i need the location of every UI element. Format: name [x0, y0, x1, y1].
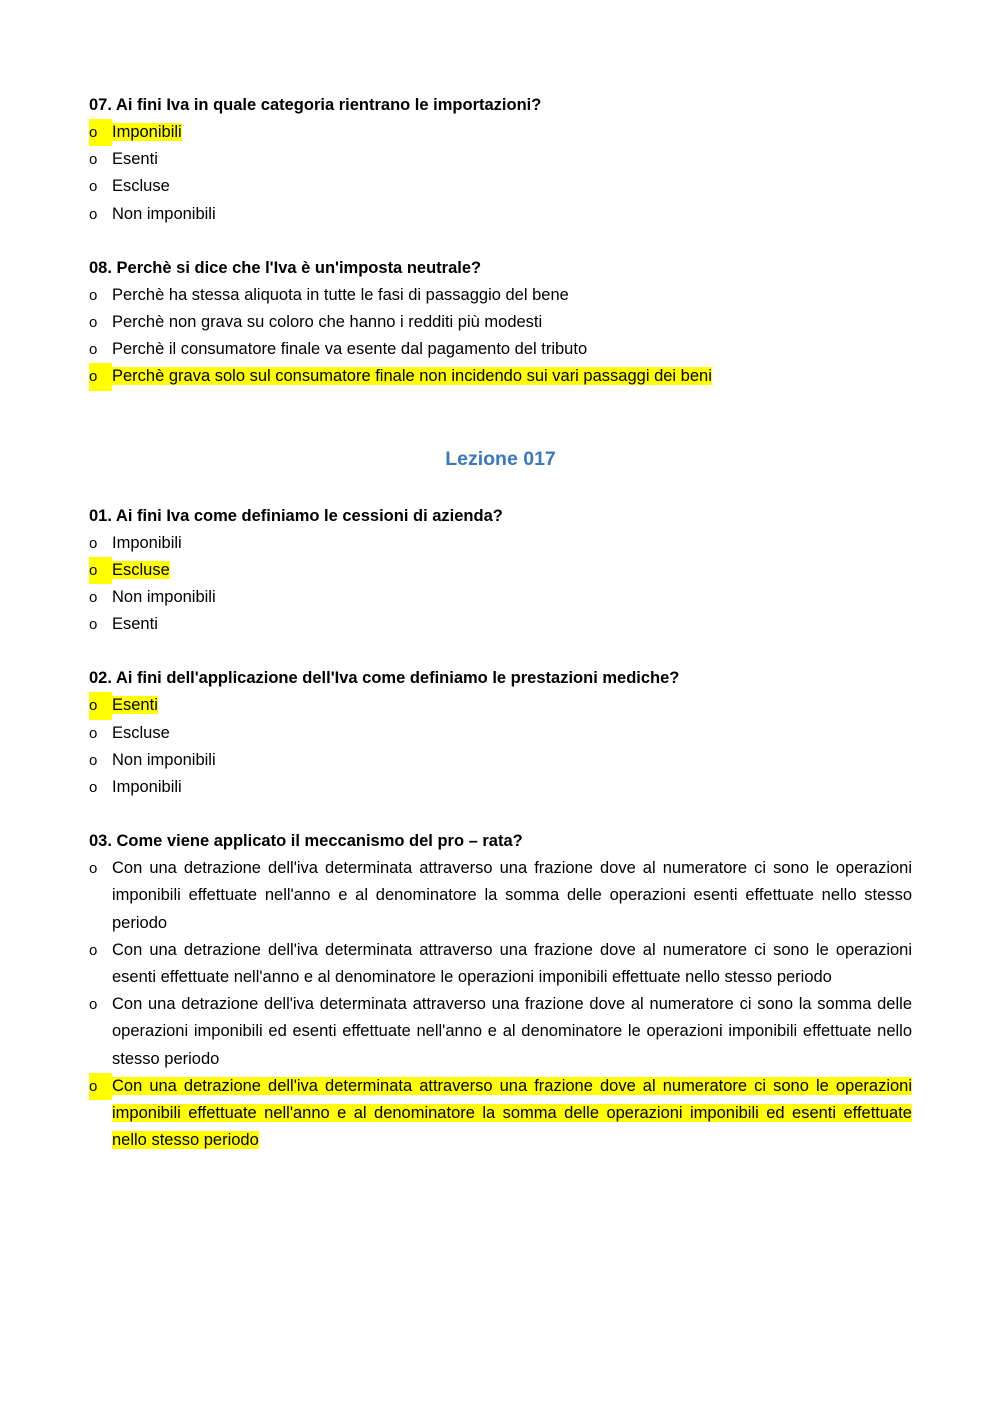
question-title: 01. Ai fini Iva come definiamo le cessioni di azienda? [89, 506, 503, 525]
option-item [89, 530, 912, 557]
option-text: Escluse [112, 560, 170, 579]
option-text: Non imponibili [112, 750, 216, 769]
circle-bullet-icon: o [89, 589, 98, 607]
option-item [89, 747, 912, 774]
option-list [89, 119, 912, 228]
option-item [89, 692, 912, 719]
circle-bullet-icon: o [89, 692, 112, 719]
option-text: Con una detrazione dell'iva determinata attraverso una frazione dove al numeratore ci sono le operazioni imponibili effettuate nell'anno e al denominatore la somma delle operazioni imponibili ed esenti effettuate nello stesso periodo [112, 1076, 912, 1150]
option-item [89, 119, 912, 146]
option-text: Perchè non grava su coloro che hanno i redditi più modesti [112, 313, 543, 332]
option-item [89, 1073, 912, 1155]
option-item [89, 991, 912, 1073]
option-item [89, 282, 912, 309]
lesson-question-02 [89, 665, 912, 801]
option-text: Imponibili [112, 123, 182, 141]
option-text: Imponibili [112, 533, 182, 552]
option-text: Non imponibili [112, 204, 216, 223]
option-text: Perchè il consumatore finale va esente dal pagamento del tributo [112, 340, 588, 359]
option-list [89, 282, 912, 391]
option-item [89, 363, 912, 390]
question-title: 02. Ai fini dell'applicazione dell'Iva come definiamo le prestazioni mediche? [89, 669, 680, 688]
option-text: Con una detrazione dell'iva determinata attraverso una frazione dove al numeratore ci sono le operazioni imponibili effettuate nell'anno e al denominatore la somma delle operazioni esenti effettuate nello stesso periodo [112, 859, 912, 932]
circle-bullet-icon: o [89, 534, 98, 552]
option-text: Imponibili [112, 778, 182, 797]
option-text: Esenti [112, 615, 158, 634]
lesson-question-01 [89, 503, 912, 639]
option-item [89, 336, 912, 363]
circle-bullet-icon: o [89, 363, 112, 390]
option-item [89, 557, 912, 584]
option-item [89, 937, 912, 991]
question-title: 08. Perchè si dice che l'Iva è un'imposta neutrale? [89, 258, 482, 277]
circle-bullet-icon: o [89, 1073, 112, 1100]
question-title: 07. Ai fini Iva in quale categoria rientrano le importazioni? [89, 96, 542, 114]
option-item [89, 720, 912, 747]
option-item [89, 173, 912, 200]
option-list [89, 855, 912, 1154]
circle-bullet-icon: o [89, 341, 98, 359]
question-08 [89, 255, 912, 391]
option-item [89, 611, 912, 638]
circle-bullet-icon: o [89, 119, 112, 146]
option-list [89, 692, 912, 801]
option-text: Escluse [112, 177, 170, 196]
option-item [89, 201, 912, 228]
circle-bullet-icon: o [89, 178, 98, 196]
circle-bullet-icon: o [89, 860, 98, 878]
option-item [89, 584, 912, 611]
circle-bullet-icon: o [89, 286, 98, 304]
option-item [89, 309, 912, 336]
circle-bullet-icon: o [89, 151, 98, 169]
option-text: Con una detrazione dell'iva determinata attraverso una frazione dove al numeratore ci sono la somma delle operazioni imponibili ed esenti effettuate nell'anno e al denominatore le operazioni imponibili effettuate nello stesso periodo [112, 995, 912, 1068]
circle-bullet-icon: o [89, 751, 98, 769]
option-text: Con una detrazione dell'iva determinata attraverso una frazione dove al numeratore ci sono le operazioni esenti effettuate nell'anno e al denominatore le operazioni imponibili effettuate nello stesso periodo [112, 940, 912, 987]
option-text: Perchè ha stessa aliquota in tutte le fasi di passaggio del bene [112, 285, 569, 304]
circle-bullet-icon: o [89, 941, 98, 959]
option-item [89, 146, 912, 173]
circle-bullet-icon: o [89, 314, 98, 332]
option-text: Esenti [112, 696, 158, 715]
circle-bullet-icon: o [89, 205, 98, 223]
circle-bullet-icon: o [89, 557, 112, 584]
circle-bullet-icon: o [89, 616, 98, 634]
option-text: Escluse [112, 723, 170, 742]
lesson-heading: Lezione 017 [445, 447, 556, 470]
circle-bullet-icon: o [89, 724, 98, 742]
option-text: Esenti [112, 150, 158, 169]
lesson-question-03 [89, 828, 912, 1154]
option-text: Perchè grava solo sul consumatore finale non incidendo sui vari passaggi dei beni [112, 367, 712, 386]
option-text: Non imponibili [112, 588, 216, 607]
option-list [89, 530, 912, 639]
question-07 [89, 92, 912, 228]
circle-bullet-icon: o [89, 996, 98, 1014]
circle-bullet-icon: o [89, 779, 98, 797]
question-title: 03. Come viene applicato il meccanismo del pro – rata? [89, 832, 523, 851]
option-item [89, 774, 912, 801]
option-item [89, 855, 912, 937]
